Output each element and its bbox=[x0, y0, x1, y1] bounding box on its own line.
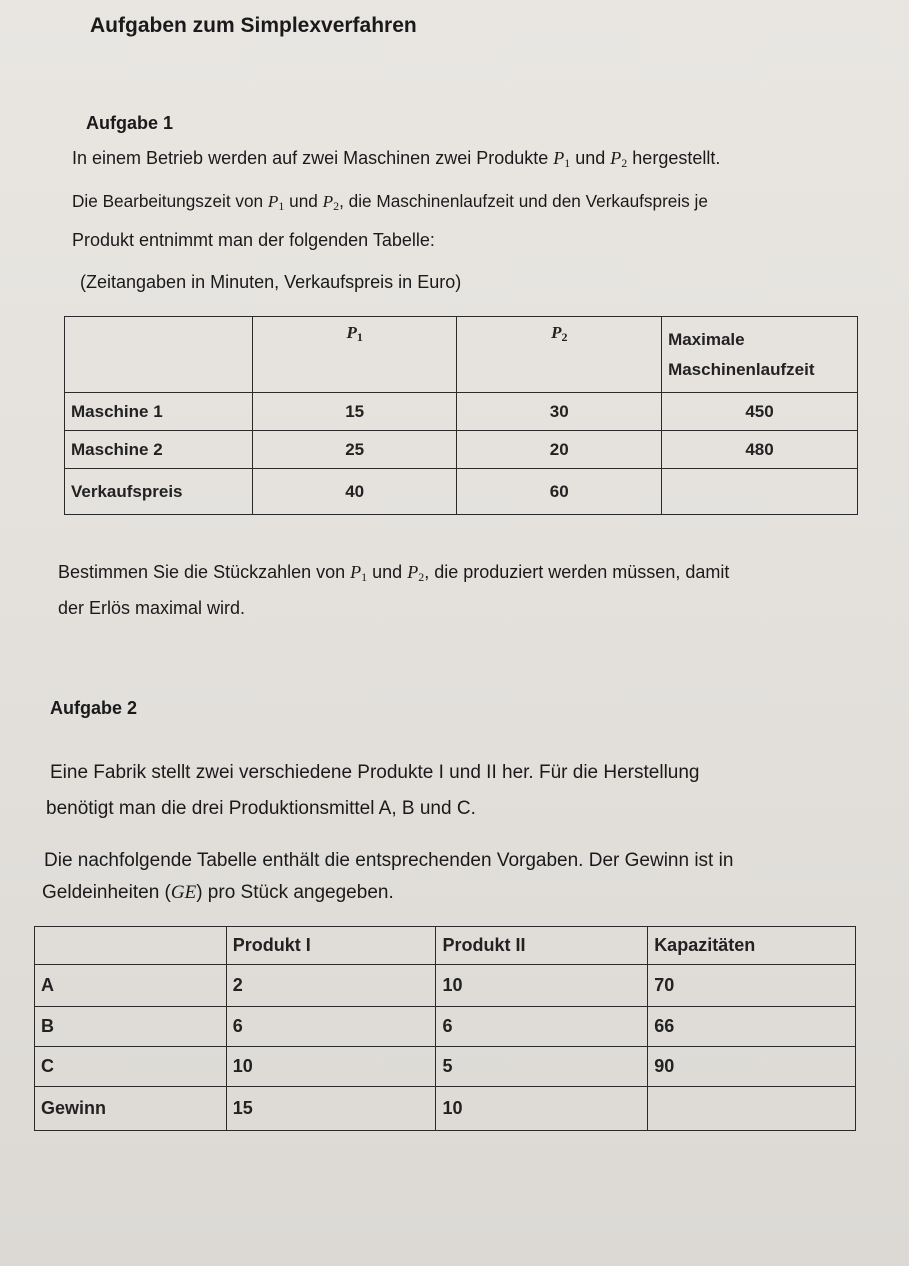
row-label: Verkaufspreis bbox=[65, 469, 253, 515]
table-cell bbox=[35, 927, 227, 965]
table-row bbox=[35, 965, 856, 1007]
var-p1: $P_1$ bbox=[267, 192, 285, 213]
cell-product-2: 6 bbox=[436, 1007, 648, 1047]
cell-capacity: 66 bbox=[648, 1007, 856, 1047]
header-product-2: Produkt II bbox=[436, 927, 648, 965]
task1-text-line2: Die Bearbeitungszeit von $P_1$ und $P_2$, die Maschinenlaufzeit und den Verkaufspreis je bbox=[72, 191, 708, 213]
cell-p2: 30 bbox=[457, 393, 662, 431]
table-header-row bbox=[35, 927, 856, 965]
cell-product-1: 6 bbox=[226, 1007, 436, 1047]
row-label: C bbox=[35, 1047, 227, 1087]
task1-units-note: (Zeitangaben in Minuten, Verkaufspreis in Euro) bbox=[80, 272, 462, 292]
table-row bbox=[35, 1087, 856, 1131]
cell-p1: 25 bbox=[252, 431, 457, 469]
var-p2: $P_2$ bbox=[407, 562, 425, 584]
ge-symbol: GE bbox=[170, 882, 197, 903]
header-p1: $P_1$ bbox=[252, 317, 457, 393]
table-row bbox=[65, 469, 858, 515]
row-label: B bbox=[35, 1007, 227, 1047]
cell-capacity: 70 bbox=[648, 965, 856, 1007]
task2-text-line3: Die nachfolgende Tabelle enthält die entsprechenden Vorgaben. Der Gewinn ist in bbox=[44, 850, 734, 871]
task2-text-line2: benötigt man die drei Produktionsmittel A, B und C. bbox=[46, 798, 476, 819]
cell-p2: 60 bbox=[457, 469, 662, 515]
cell-product-2: 10 bbox=[436, 965, 648, 1007]
row-label: Maschine 2 bbox=[65, 431, 253, 469]
row-label: Gewinn bbox=[35, 1087, 227, 1131]
header-p2: $P_2$ bbox=[457, 317, 662, 393]
text-segment: und bbox=[570, 148, 611, 168]
task1-table bbox=[64, 316, 858, 515]
cell-max: 480 bbox=[662, 431, 858, 469]
header-max-runtime: Maximale Maschinenlaufzeit bbox=[662, 317, 858, 393]
task1-question-line1: Bestimmen Sie die Stückzahlen von $P_1$ und $P_2$, die produziert werden müssen, damit bbox=[58, 562, 730, 584]
cell-product-1: 15 bbox=[226, 1087, 436, 1131]
task1-heading: Aufgabe 1 bbox=[86, 113, 174, 133]
cell-product-2: 5 bbox=[436, 1047, 648, 1087]
task1-question-line2: der Erlös maximal wird. bbox=[58, 598, 246, 618]
cell-p1: 40 bbox=[252, 469, 457, 515]
cell-p2: 20 bbox=[457, 431, 662, 469]
text-segment: hergestellt. bbox=[627, 148, 721, 168]
header-capacities: Kapazitäten bbox=[648, 927, 856, 965]
cell-capacity bbox=[648, 1087, 856, 1131]
task1-text-line3: Produkt entnimmt man der folgenden Tabelle: bbox=[72, 230, 435, 250]
cell-p1: 15 bbox=[252, 393, 457, 431]
table-row bbox=[35, 1007, 856, 1047]
task2-text-line1: Eine Fabrik stellt zwei verschiedene Produkte I und II her. Für die Herstellung bbox=[50, 762, 700, 783]
var-p1: $P_1$ bbox=[553, 148, 571, 170]
cell-product-1: 10 bbox=[226, 1047, 436, 1087]
cell-max: 450 bbox=[662, 393, 858, 431]
header-product-1: Produkt I bbox=[226, 927, 436, 965]
var-p1: $P_1$ bbox=[350, 562, 368, 584]
task2-table bbox=[34, 926, 856, 1131]
row-label: Maschine 1 bbox=[65, 393, 253, 431]
cell-capacity: 90 bbox=[648, 1047, 856, 1087]
cell-product-1: 2 bbox=[226, 965, 436, 1007]
var-p2: $P_2$ bbox=[610, 148, 628, 170]
table-cell bbox=[65, 317, 253, 393]
cell-max bbox=[662, 469, 858, 515]
cell-product-2: 10 bbox=[436, 1087, 648, 1131]
task1-text-line1 bbox=[72, 148, 720, 170]
text-segment: In einem Betrieb werden auf zwei Maschinen zwei Produkte bbox=[72, 148, 554, 168]
table-row bbox=[35, 1047, 856, 1087]
task2-heading: Aufgabe 2 bbox=[50, 698, 138, 718]
table-row bbox=[65, 393, 858, 431]
var-p2: $P_2$ bbox=[322, 192, 340, 213]
page-title: Aufgaben zum Simplexverfahren bbox=[90, 14, 417, 37]
row-label: A bbox=[35, 965, 227, 1007]
table-header-row bbox=[65, 317, 858, 393]
task2-text-line4: Geldeinheiten (GE) pro Stück angegeben. bbox=[42, 882, 394, 903]
table-row bbox=[65, 431, 858, 469]
